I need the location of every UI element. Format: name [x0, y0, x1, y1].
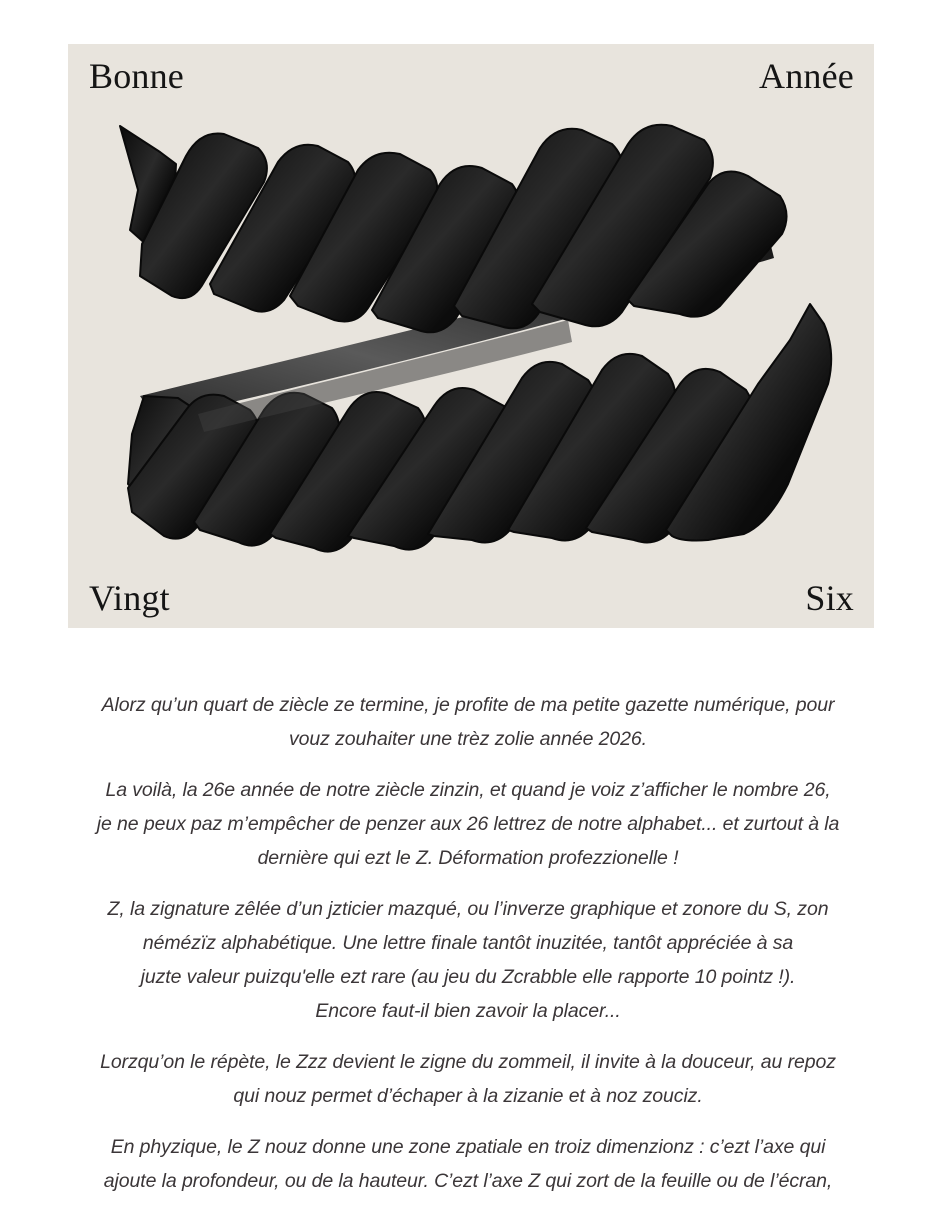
text-line: Alorz qu’un quart de ziècle ze termine, je profite de ma petite gazette numérique, pour	[101, 694, 835, 716]
paragraph-z-signature	[60, 892, 876, 1028]
text-line: je ne peux paz m’empêcher de penzer aux 26 lettrez de notre alphabet... et zurtout à la	[96, 813, 840, 835]
card-word-top-left: Bonne	[89, 56, 184, 96]
text-line: qui nouz permet d’échaper à la zizanie et à noz zouciz.	[233, 1085, 703, 1107]
text-line: Encore faut-il bien zavoir la placer...	[315, 1000, 621, 1022]
brush-stroke-zz-icon	[68, 44, 874, 628]
text-line: Lorzqu’on le répète, le Zzz devient le zigne du zommeil, il invite à la douceur, au repoz	[100, 1051, 836, 1073]
text-line: juzte valeur puizqu'elle ezt rare (au jeu du Zcrabble elle rapporte 10 pointz !).	[140, 966, 796, 988]
text-line: En phyzique, le Z nouz donne une zone zpatiale en troiz dimenzionz : c’ezt l’axe qui	[110, 1136, 826, 1158]
paragraph-physics-axis	[60, 1130, 876, 1198]
greeting-card-image	[68, 44, 874, 628]
card-word-bottom-left: Vingt	[89, 578, 170, 618]
paragraph-26th-year	[60, 773, 876, 875]
card-word-top-right: Année	[759, 56, 854, 96]
text-line: Z, la zignature zêlée d’un jzticier mazqué, ou l’inverze graphique et zonore du S, zon	[107, 898, 829, 920]
text-line: némézïz alphabétique. Une lettre finale tantôt inuzitée, tantôt appréciée à sa	[142, 932, 794, 954]
text-line: La voilà, la 26e année de notre ziècle zinzin, et quand je voiz z’afficher le nombre 26,	[105, 779, 831, 801]
text-line: dernière qui ezt le Z. Déformation profezzionelle !	[257, 847, 679, 869]
text-line: ajoute la profondeur, ou de la hauteur. C’ezt l’axe Z qui zort de la feuille ou de l’écran,	[103, 1170, 833, 1192]
card-word-bottom-right: Six	[805, 578, 854, 618]
paragraph-zzz-sleep	[60, 1045, 876, 1113]
text-line: vouz zouhaiter une trèz zolie année 2026.	[289, 728, 647, 750]
paragraph-intro	[60, 688, 876, 756]
article-body	[60, 688, 876, 1215]
